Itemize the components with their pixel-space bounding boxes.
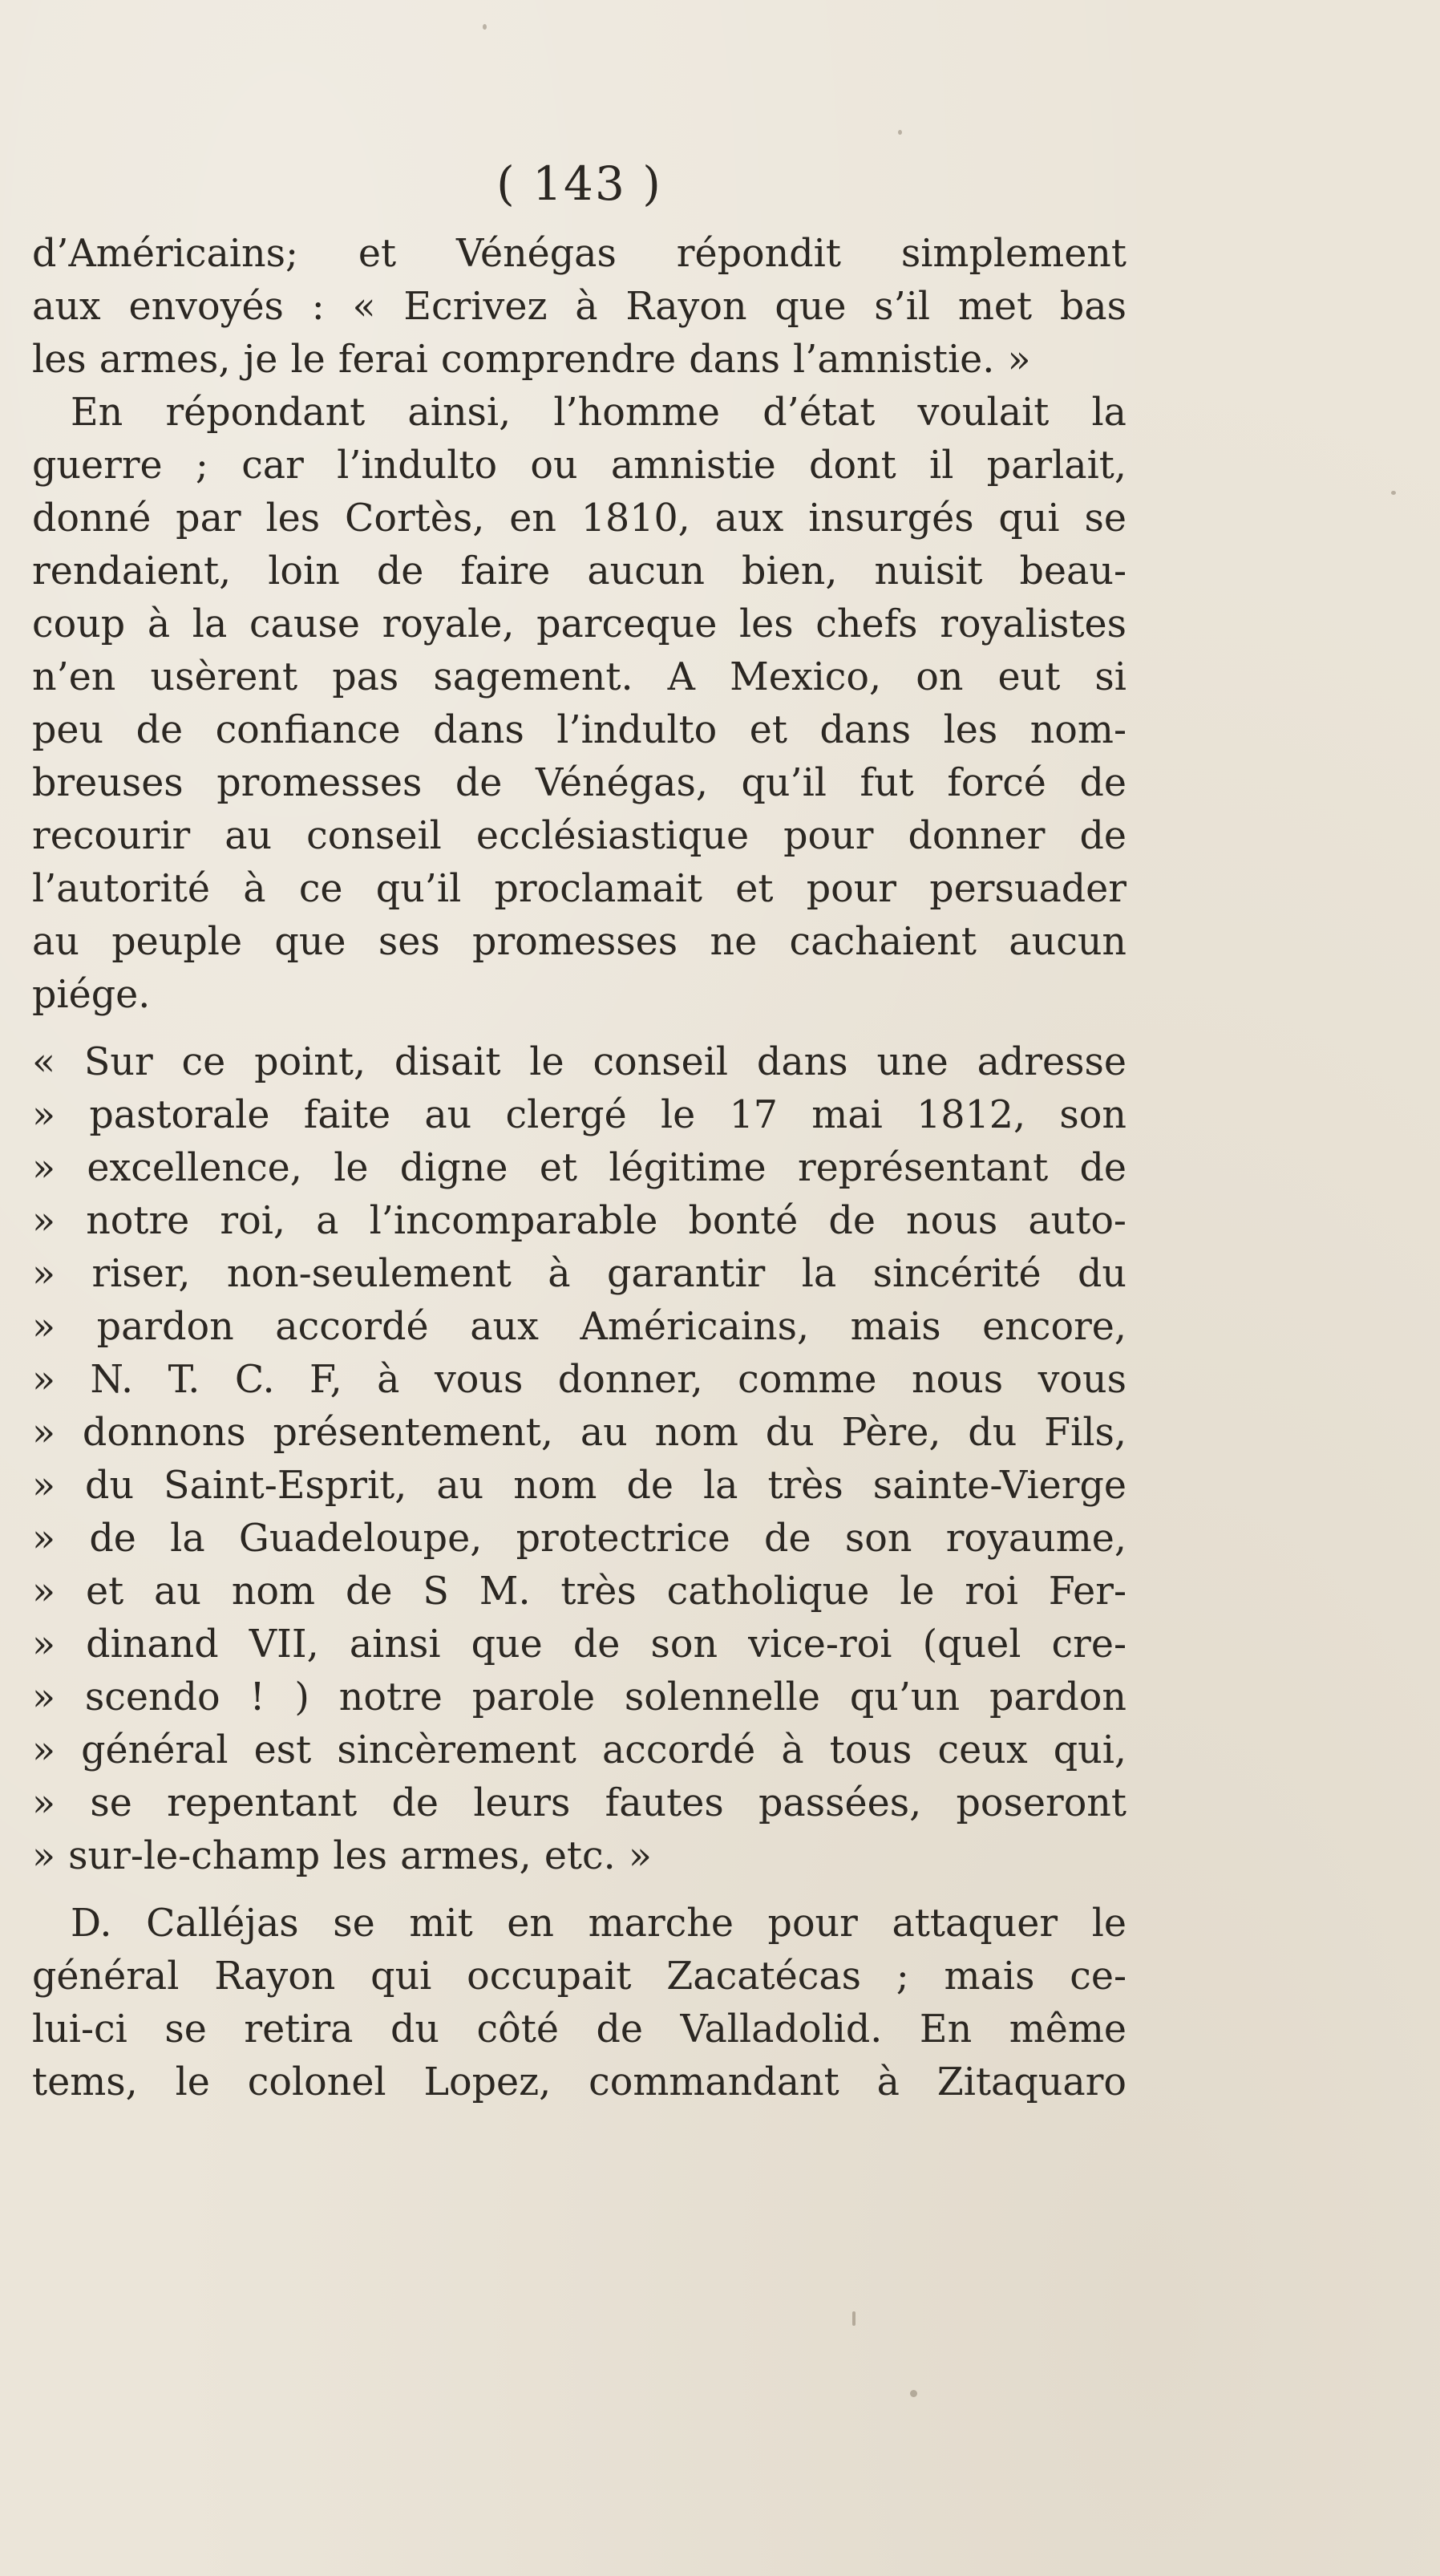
text-line: » dinand VII, ainsi que de son vice-roi (quel cre- xyxy=(32,1622,1127,1667)
text-line: » du Saint-Esprit, au nom de la très sainte-Vierge xyxy=(32,1464,1127,1508)
text-line: d’Américains; et Vénégas répondit simplement xyxy=(32,232,1127,276)
text-line: » sur-le-champ les armes, etc. » xyxy=(32,1834,652,1878)
text-line: » et au nom de S M. très catholique le roi Fer- xyxy=(32,1569,1127,1614)
ink-speck xyxy=(483,24,487,30)
text-line: « Sur ce point, disait le conseil dans une adresse xyxy=(32,1040,1127,1084)
text-line: donné par les Cortès, en 1810, aux insurgés qui se xyxy=(32,496,1127,541)
text-line: » pastorale faite au clergé le 17 mai 1812, son xyxy=(32,1093,1127,1137)
text-line: guerre ; car l’indulto ou amnistie dont il parlait, xyxy=(32,444,1127,488)
text-line: n’en usèrent pas sagement. A Mexico, on eut si xyxy=(32,655,1127,699)
ink-speck xyxy=(910,2390,917,2397)
text-block xyxy=(32,156,1127,2109)
paragraph-1 xyxy=(32,228,1127,387)
text-line: » pardon accordé aux Américains, mais encore, xyxy=(32,1305,1127,1349)
text-line: les armes, je le ferai comprendre dans l’amnistie. » xyxy=(32,338,1031,382)
text-line: D. Calléjas se mit en marche pour attaquer le xyxy=(71,1902,1127,1946)
text-line: lui-ci se retira du côté de Valladolid. En même xyxy=(32,2007,1127,2051)
text-line: l’autorité à ce qu’il proclamait et pour persuader xyxy=(32,867,1127,911)
ink-speck xyxy=(898,130,902,135)
paragraph-2 xyxy=(32,387,1127,1022)
text-line: En répondant ainsi, l’homme d’état voulait la xyxy=(71,391,1127,435)
text-line: » excellence, le digne et légitime représentant de xyxy=(32,1146,1127,1190)
paragraph-gap xyxy=(32,1022,1127,1036)
text-line: recourir au conseil ecclésiastique pour donner de xyxy=(32,814,1127,858)
text-line: » riser, non-seulement à garantir la sincérité du xyxy=(32,1252,1127,1296)
text-line: aux envoyés : « Ecrivez à Rayon que s’il met bas xyxy=(32,285,1127,329)
text-line: » scendo ! ) notre parole solennelle qu’un pardon xyxy=(32,1675,1127,1719)
paragraph-4 xyxy=(32,1898,1127,2109)
ink-speck xyxy=(1391,491,1396,495)
page-number: ( 143 ) xyxy=(496,156,662,211)
text-line: général Rayon qui occupait Zacatécas ; mais ce- xyxy=(32,1954,1127,1999)
ink-speck xyxy=(852,2311,856,2326)
text-line: » N. T. C. F, à vous donner, comme nous vous xyxy=(32,1358,1127,1402)
text-line: » donnons présentement, au nom du Père, du Fils, xyxy=(32,1411,1127,1455)
paragraph-3-quotation xyxy=(32,1036,1127,1883)
text-line: » de la Guadeloupe, protectrice de son royaume, xyxy=(32,1517,1127,1561)
text-line: breuses promesses de Vénégas, qu’il fut forcé de xyxy=(32,761,1127,805)
text-line: » notre roi, a l’incomparable bonté de nous auto- xyxy=(32,1199,1127,1243)
text-line: piége. xyxy=(32,973,151,1017)
text-line: » se repentant de leurs fautes passées, poseront xyxy=(32,1781,1127,1825)
paragraph-gap xyxy=(32,1883,1127,1898)
text-line: » général est sincèrement accordé à tous ceux qui, xyxy=(32,1728,1127,1772)
text-line: tems, le colonel Lopez, commandant à Zitaquaro xyxy=(32,2060,1127,2104)
text-line: peu de confiance dans l’indulto et dans les nom- xyxy=(32,708,1127,752)
text-line: coup à la cause royale, parceque les chefs royalistes xyxy=(32,602,1127,646)
text-line: au peuple que ses promesses ne cachaient aucun xyxy=(32,920,1127,964)
text-line: rendaient, loin de faire aucun bien, nuisit beau- xyxy=(32,549,1127,593)
